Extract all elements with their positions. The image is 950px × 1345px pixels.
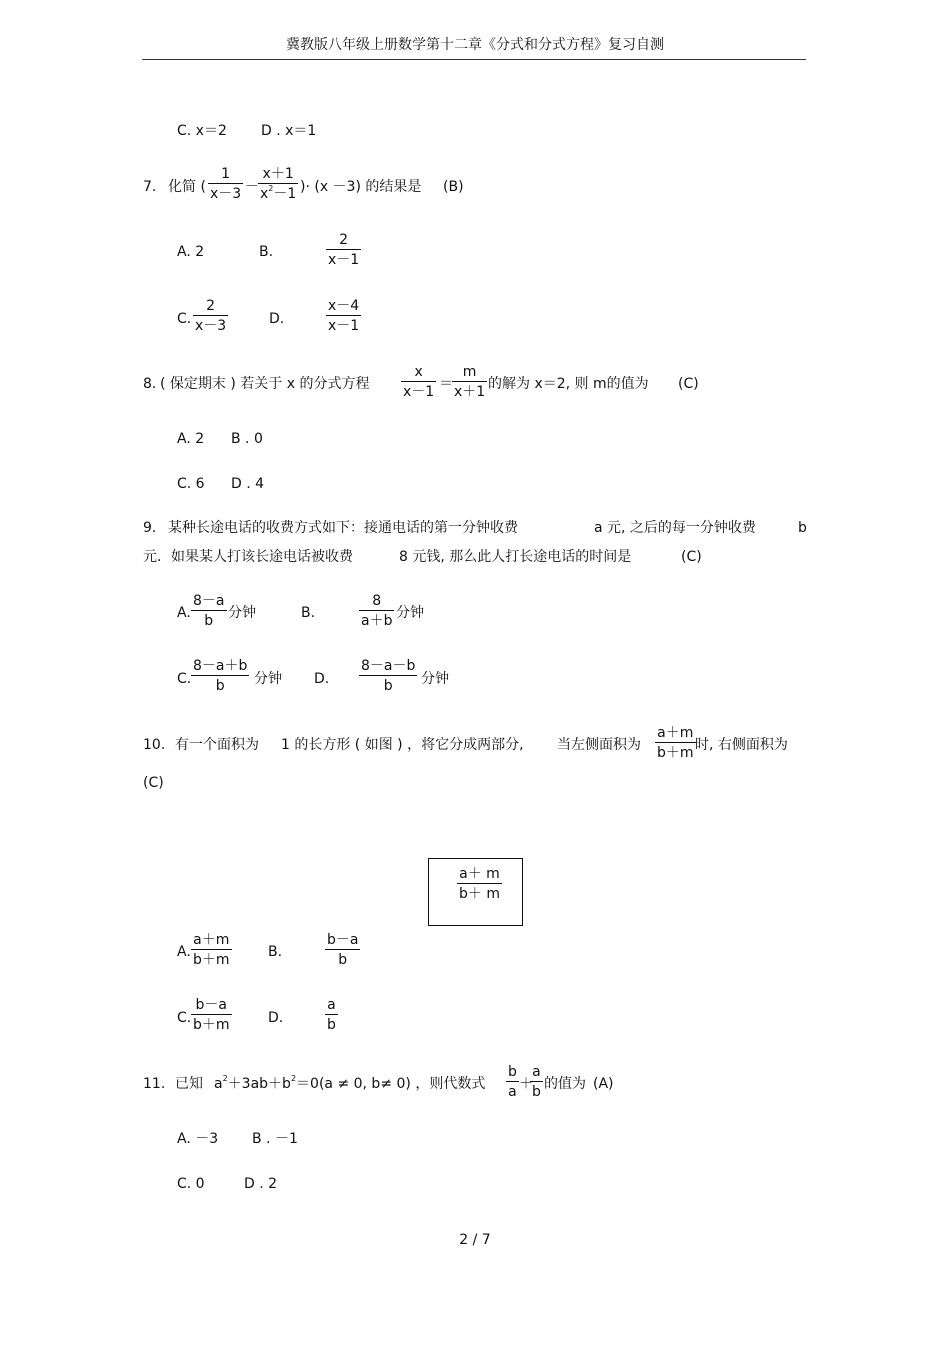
q10-rectangle-figure bbox=[428, 858, 523, 926]
q9-option-d-unit: 分钟 bbox=[421, 671, 449, 687]
q9-option-c-label: C. bbox=[177, 671, 192, 687]
q7-f2-denominator: $x^2-1$ bbox=[260, 184, 297, 202]
q7-fraction-1 bbox=[208, 167, 243, 201]
q9-option-a-unit: 分钟 bbox=[228, 605, 256, 621]
q8-option-b: B . 0 bbox=[231, 431, 263, 447]
q9-option-d-label: D. bbox=[314, 671, 330, 687]
q8-equals: ＝ bbox=[439, 376, 453, 392]
q8-suffix: 的解为 x＝2, 则 m的值为 bbox=[488, 376, 649, 392]
q9-option-b-label: B. bbox=[301, 605, 316, 621]
q11-answer: (A) bbox=[593, 1076, 614, 1092]
q8-fraction-2: $\frac{m}{x+1}$ bbox=[454, 364, 486, 400]
q11-option-c: C. 0 bbox=[177, 1176, 205, 1192]
q7-suffix: )· (x －3) 的结果是 bbox=[300, 179, 422, 195]
q8-prefix: ( 保定期末 ) 若关于 x 的分式方程 bbox=[160, 376, 370, 392]
q7-option-c-fraction: $\frac{2}{x-3}$ bbox=[195, 298, 227, 334]
q7-option-b-label: B. bbox=[259, 244, 274, 260]
q7-option-d-fraction: $\frac{x-4}{x-1}$ bbox=[328, 298, 360, 334]
q11-fraction-2: $\frac{a}{b}$ bbox=[532, 1064, 541, 1100]
q10-option-a-label: A. bbox=[177, 944, 191, 960]
q11-option-d: D . 2 bbox=[244, 1176, 278, 1192]
q6-option-d: D . x＝1 bbox=[261, 123, 317, 139]
q8-option-c: C. 6 bbox=[177, 476, 205, 492]
q9-option-d-fraction: $\frac{8-a-b}{b}$ bbox=[361, 658, 416, 694]
q9-line2-part1: 元．如果某人打该长途电话被收费 bbox=[143, 549, 353, 565]
q7-f2-numerator: x＋1 bbox=[262, 166, 294, 182]
page-header-title: 冀教版八年级上册数学第十二章《分式和分式方程》复习自测 bbox=[286, 37, 664, 53]
q10-option-b-label: B. bbox=[268, 944, 283, 960]
q9-option-c-unit: 分钟 bbox=[254, 671, 282, 687]
q10-option-d-label: D. bbox=[268, 1010, 284, 1026]
q9-line1-part2: a 元, 之后的每一分钟收费 bbox=[594, 520, 756, 536]
q7-option-b-fraction: $\frac{2}{x-1}$ bbox=[328, 232, 360, 268]
q8-fraction-1: $\frac{x}{x-1}$ bbox=[403, 364, 435, 400]
q7-option-c-label: C. bbox=[177, 311, 192, 327]
q10-text-part1: 有一个面积为 bbox=[175, 737, 259, 753]
page-number: 2 / 7 bbox=[459, 1232, 491, 1248]
q11-prefix: 已知 bbox=[175, 1076, 203, 1092]
q10-option-c-fraction: $\frac{b-a}{b+m}$ bbox=[193, 997, 230, 1033]
q8-number: 8. bbox=[143, 376, 157, 392]
q10-option-a-fraction: $\frac{a+m}{b+m}$ bbox=[193, 932, 230, 968]
q11-suffix: 的值为 bbox=[544, 1076, 586, 1092]
q9-answer: (C) bbox=[681, 549, 702, 565]
q11-plus: ＋ bbox=[519, 1076, 533, 1092]
q10-option-c-label: C. bbox=[177, 1010, 192, 1026]
q7-f1-denominator: x－3 bbox=[208, 183, 243, 201]
q9-line2-part2: 8 元钱, 那么此人打长途电话的时间是 bbox=[399, 549, 632, 565]
q9-line1-part1: 某种长途电话的收费方式如下：接通电话的第一分钟收费 bbox=[168, 520, 518, 536]
q9-option-c-fraction: $\frac{8-a+b}{b}$ bbox=[193, 658, 248, 694]
q10-text-part4: 时, 右侧面积为 bbox=[695, 737, 788, 753]
q11-equation: $a^2+3ab+b^2=0(a \ne 0$, b≠ 0) ，则代数式 bbox=[214, 1074, 486, 1092]
q8-option-d: D . 4 bbox=[231, 476, 265, 492]
q9-option-b-fraction: $\frac{8}{a+b}$ bbox=[361, 593, 393, 629]
header-rule bbox=[142, 59, 806, 60]
q7-fraction-2 bbox=[258, 167, 298, 201]
q9-option-a-fraction: $\frac{8-a}{b}$ bbox=[193, 593, 225, 629]
q11-number: 11. bbox=[143, 1076, 166, 1092]
q10-option-b-fraction: $\frac{b-a}{b}$ bbox=[327, 932, 359, 968]
q7-f1-numerator: 1 bbox=[221, 166, 231, 182]
q10-answer: (C) bbox=[143, 775, 164, 791]
q10-number: 10. bbox=[143, 737, 166, 753]
q7-number: 7. bbox=[143, 179, 157, 195]
q11-fraction-1: $\frac{b}{a}$ bbox=[508, 1064, 517, 1100]
q11-option-b: B . －1 bbox=[252, 1131, 298, 1147]
q6-option-c: C. x＝2 bbox=[177, 123, 227, 139]
q11-option-a: A. －3 bbox=[177, 1131, 219, 1147]
q9-option-b-unit: 分钟 bbox=[396, 605, 424, 621]
q7-minus: － bbox=[245, 179, 259, 195]
q7-answer: (B) bbox=[443, 179, 464, 195]
q7-option-a: A. 2 bbox=[177, 244, 205, 260]
q8-option-a: A. 2 bbox=[177, 431, 205, 447]
q7-prefix: 化简 ( bbox=[168, 179, 206, 195]
q9-number: 9. bbox=[143, 520, 157, 536]
q9-option-a-label: A. bbox=[177, 605, 191, 621]
q10-text-part2: 1 的长方形 ( 如图 ) ，将它分成两部分, bbox=[281, 737, 524, 753]
q9-line1-part3: b bbox=[798, 520, 807, 536]
q10-option-d-fraction: $\frac{a}{b}$ bbox=[327, 997, 336, 1033]
q10-left-area-fraction: $\frac{a+m}{b+m}$ bbox=[657, 725, 694, 761]
q8-answer: (C) bbox=[678, 376, 699, 392]
q10-figure-fraction: $\frac{a+ m}{b+ m}$ bbox=[459, 866, 500, 902]
q7-option-d-label: D. bbox=[269, 311, 285, 327]
q10-text-part3: 当左侧面积为 bbox=[557, 737, 641, 753]
